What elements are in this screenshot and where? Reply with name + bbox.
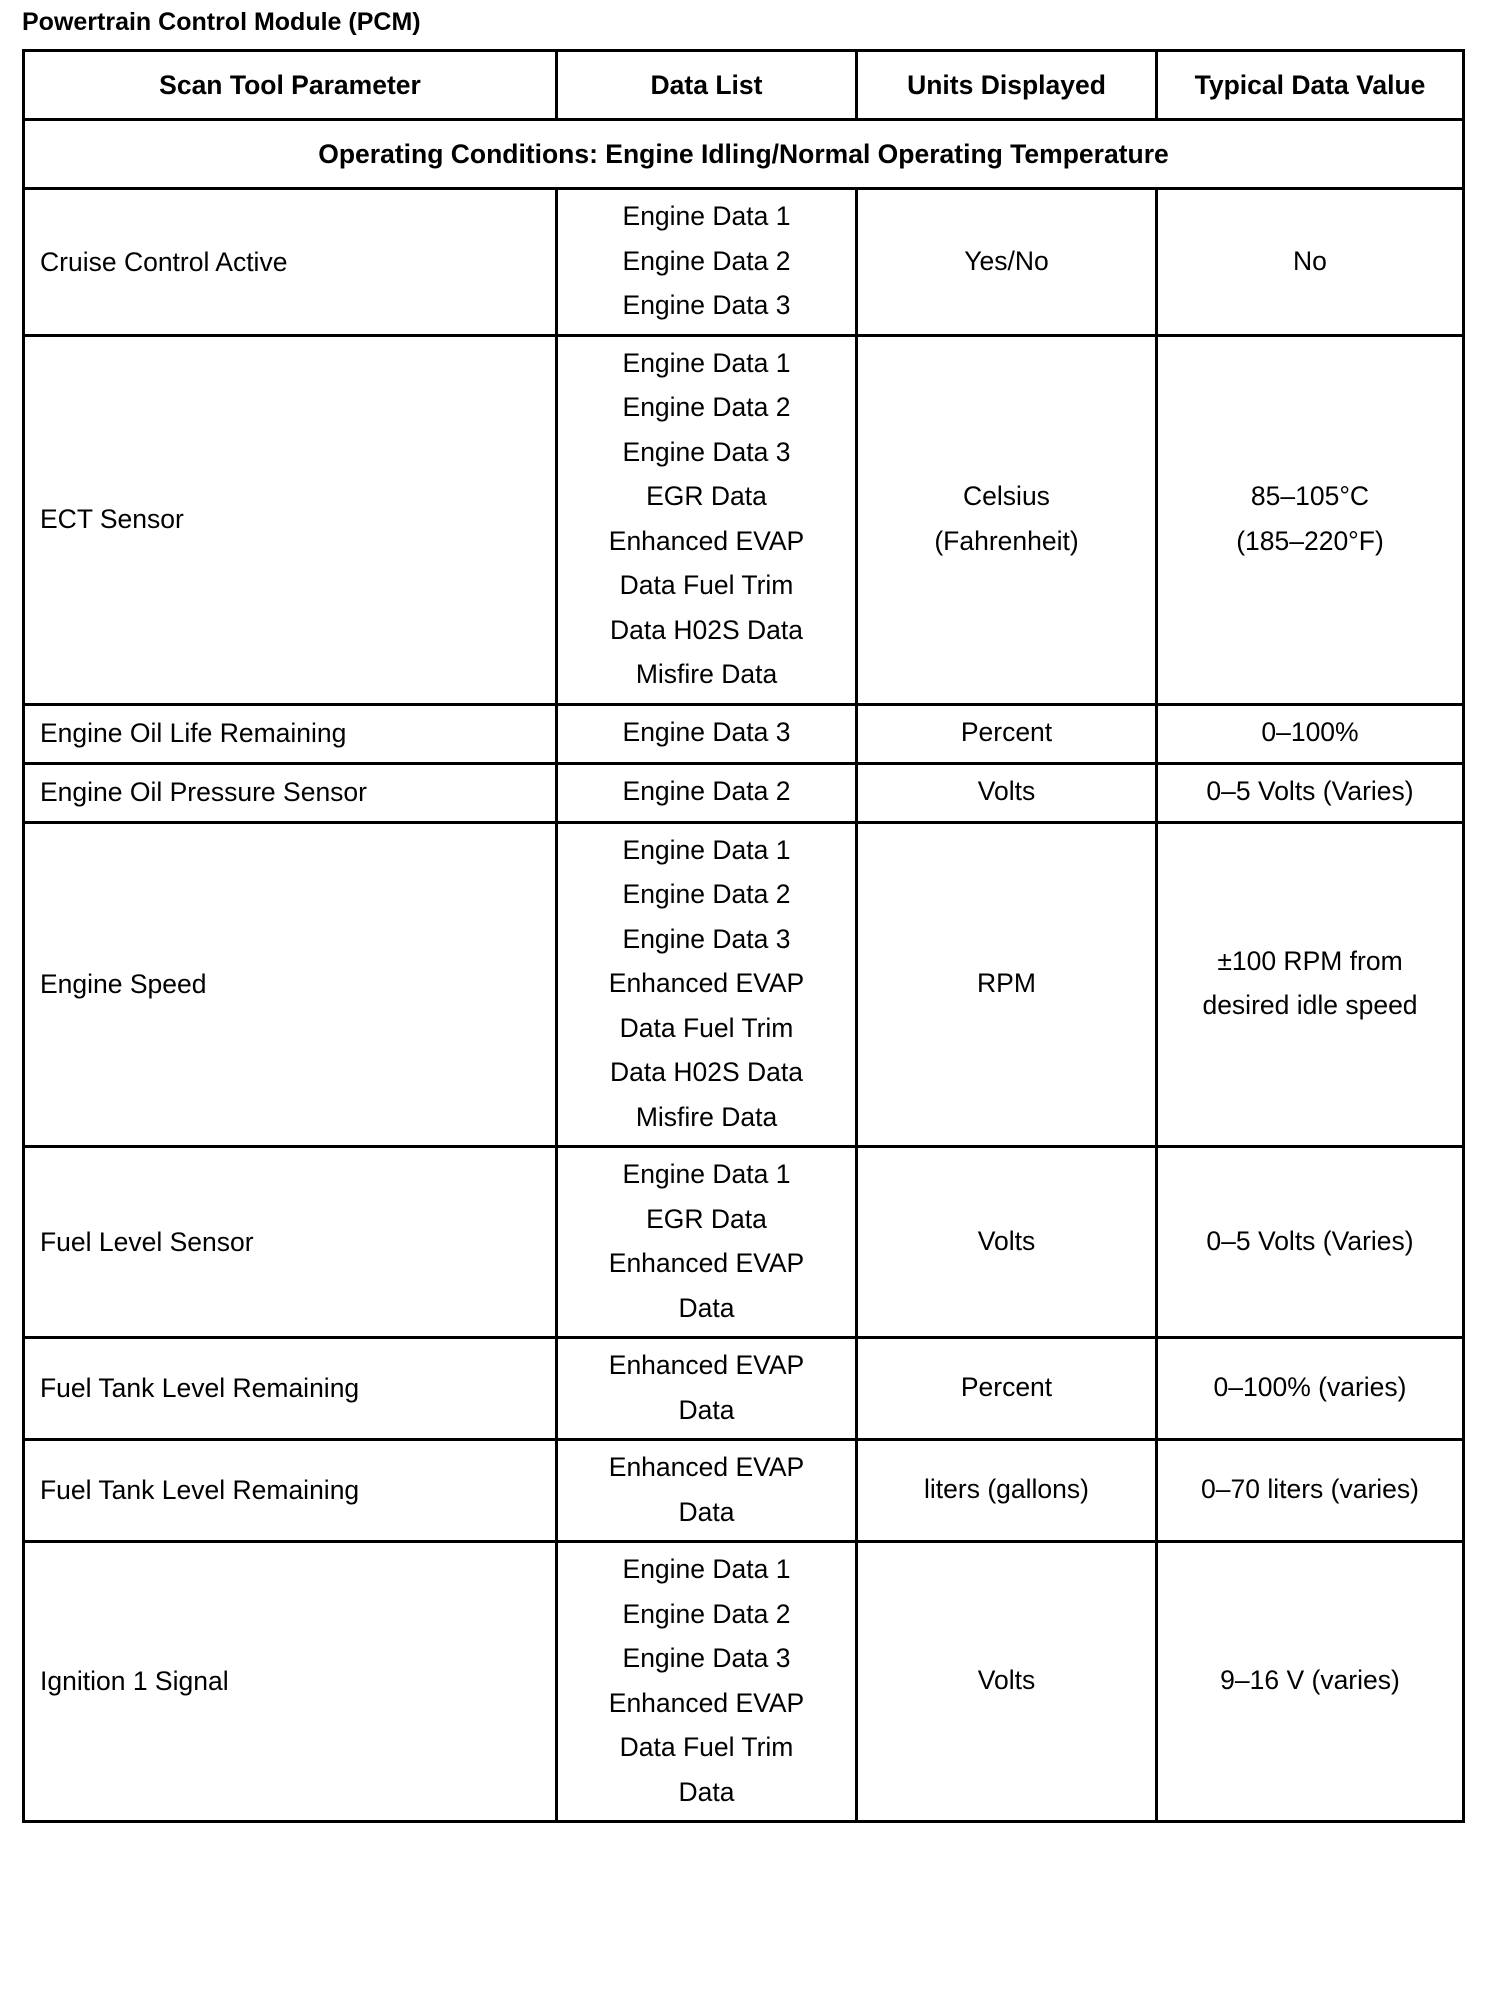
pcm-data-table (22, 49, 1465, 1823)
cell-units (857, 1338, 1157, 1440)
data-list-item: Engine Data 1 (622, 1159, 791, 1189)
cell-typical-value (1157, 1338, 1464, 1440)
typical-value-line: 0–100% (1261, 717, 1359, 748)
cell-typical-value (1157, 189, 1464, 336)
units-line: liters (gallons) (924, 1474, 1089, 1505)
data-list-item: Enhanced EVAP (608, 1350, 805, 1380)
table-row (24, 189, 1464, 336)
cell-data-list (557, 1147, 857, 1338)
typical-value-line: ±100 RPM from (1217, 945, 1403, 976)
header-typical-data-value: Typical Data Value (1157, 51, 1464, 120)
units-line: Volts (977, 1665, 1036, 1696)
data-list-item: Engine Data 2 (622, 776, 791, 807)
cell-parameter: Engine Oil Pressure Sensor (24, 763, 557, 822)
typical-value-line: 0–70 liters (varies) (1201, 1474, 1419, 1505)
units-line: Volts (977, 776, 1036, 807)
typical-value-line: desired idle speed (1202, 990, 1418, 1021)
data-list-item: Enhanced EVAP (608, 1687, 805, 1718)
cell-typical-value (1157, 1440, 1464, 1542)
data-list-item: Data Fuel Trim (619, 1012, 794, 1043)
data-list-item: Engine Data 1 (622, 201, 791, 231)
units-line: RPM (977, 968, 1036, 998)
header-row (24, 51, 1464, 120)
cell-units (857, 1440, 1157, 1542)
section-label: Operating Conditions: Engine Idling/Normal Operating Temperature (24, 120, 1464, 189)
cell-typical-value (1157, 763, 1464, 822)
cell-units (857, 704, 1157, 763)
cell-data-list (557, 335, 857, 704)
data-list-item: Misfire Data (635, 659, 778, 689)
typical-value-line: 85–105°C (1250, 481, 1370, 511)
cell-data-list (557, 822, 857, 1147)
cell-data-list (557, 704, 857, 763)
data-list-item: Enhanced EVAP (608, 968, 805, 998)
data-list-item: Data (678, 1292, 735, 1323)
header-units-displayed: Units Displayed (857, 51, 1157, 120)
data-list-item: Engine Data 3 (622, 290, 791, 320)
cell-typical-value (1157, 822, 1464, 1147)
data-list-item: Engine Data 2 (622, 879, 791, 909)
cell-parameter: Engine Speed (24, 822, 557, 1147)
data-list-item: Enhanced EVAP (608, 525, 805, 556)
data-list-item: Data Fuel Trim (619, 570, 794, 600)
units-line: Celsius (963, 481, 1050, 511)
cell-units (857, 822, 1157, 1147)
header-scan-tool-parameter: Scan Tool Parameter (24, 51, 557, 120)
cell-typical-value (1157, 704, 1464, 763)
typical-value-line: 0–5 Volts (Varies) (1206, 776, 1414, 807)
data-list-item: Engine Data 1 (622, 347, 791, 378)
cell-parameter: ECT Sensor (24, 335, 557, 704)
typical-value-line: 0–100% (varies) (1213, 1372, 1407, 1403)
data-list-item: Enhanced EVAP (608, 1452, 805, 1482)
cell-typical-value (1157, 1147, 1464, 1338)
cell-units (857, 1542, 1157, 1822)
cell-parameter: Cruise Control Active (24, 189, 557, 336)
cell-units (857, 1147, 1157, 1338)
data-list-item: Engine Data 2 (622, 1598, 791, 1629)
typical-value-line: 0–5 Volts (Varies) (1206, 1225, 1414, 1256)
table-row (24, 335, 1464, 704)
data-list-item: EGR Data (646, 481, 767, 511)
data-list-item: Engine Data 3 (622, 436, 791, 467)
data-list-item: Engine Data 3 (622, 1643, 791, 1673)
table-row (24, 1147, 1464, 1338)
table-row (24, 822, 1464, 1147)
units-line: Yes/No (964, 245, 1049, 276)
units-line: (Fahrenheit) (934, 525, 1079, 556)
section-row (24, 120, 1464, 189)
cell-parameter: Fuel Level Sensor (24, 1147, 557, 1338)
table-row (24, 704, 1464, 763)
data-list-item: Engine Data 1 (622, 834, 791, 865)
data-list-item: Engine Data 2 (622, 245, 791, 276)
table-row (24, 763, 1464, 822)
data-list-item: Engine Data 3 (622, 717, 791, 748)
data-list-item: Data (678, 1394, 735, 1425)
cell-units (857, 189, 1157, 336)
data-list-item: Engine Data 2 (622, 392, 791, 422)
table-row (24, 1542, 1464, 1822)
typical-value-line: No (1293, 245, 1327, 276)
cell-parameter: Fuel Tank Level Remaining (24, 1338, 557, 1440)
cell-data-list (557, 1542, 857, 1822)
units-line: Volts (977, 1225, 1036, 1256)
cell-parameter: Ignition 1 Signal (24, 1542, 557, 1822)
data-list-item: Data H02S Data (610, 1057, 803, 1087)
cell-data-list (557, 1338, 857, 1440)
units-line: Percent (960, 717, 1053, 748)
data-list-item: Enhanced EVAP (608, 1248, 805, 1278)
data-list-item: Data Fuel Trim (619, 1732, 794, 1762)
cell-units (857, 763, 1157, 822)
data-list-item: Data (678, 1776, 735, 1807)
header-data-list: Data List (557, 51, 857, 120)
cell-data-list (557, 1440, 857, 1542)
cell-data-list (557, 189, 857, 336)
data-list-item: Data (678, 1496, 735, 1527)
typical-value-line: 9–16 V (varies) (1220, 1665, 1400, 1696)
data-list-item: Misfire Data (635, 1101, 778, 1132)
page-title: Powertrain Control Module (PCM) (22, 8, 421, 36)
cell-units (857, 335, 1157, 704)
data-list-item: Engine Data 3 (622, 923, 791, 954)
data-list-item: Engine Data 1 (622, 1554, 791, 1584)
cell-parameter: Fuel Tank Level Remaining (24, 1440, 557, 1542)
units-line: Percent (960, 1372, 1053, 1403)
cell-typical-value (1157, 335, 1464, 704)
table-row (24, 1338, 1464, 1440)
cell-parameter: Engine Oil Life Remaining (24, 704, 557, 763)
data-list-item: EGR Data (646, 1203, 767, 1234)
data-list-item: Data H02S Data (610, 614, 803, 645)
typical-value-line: (185–220°F) (1236, 525, 1384, 556)
table-row (24, 1440, 1464, 1542)
cell-typical-value (1157, 1542, 1464, 1822)
cell-data-list (557, 763, 857, 822)
